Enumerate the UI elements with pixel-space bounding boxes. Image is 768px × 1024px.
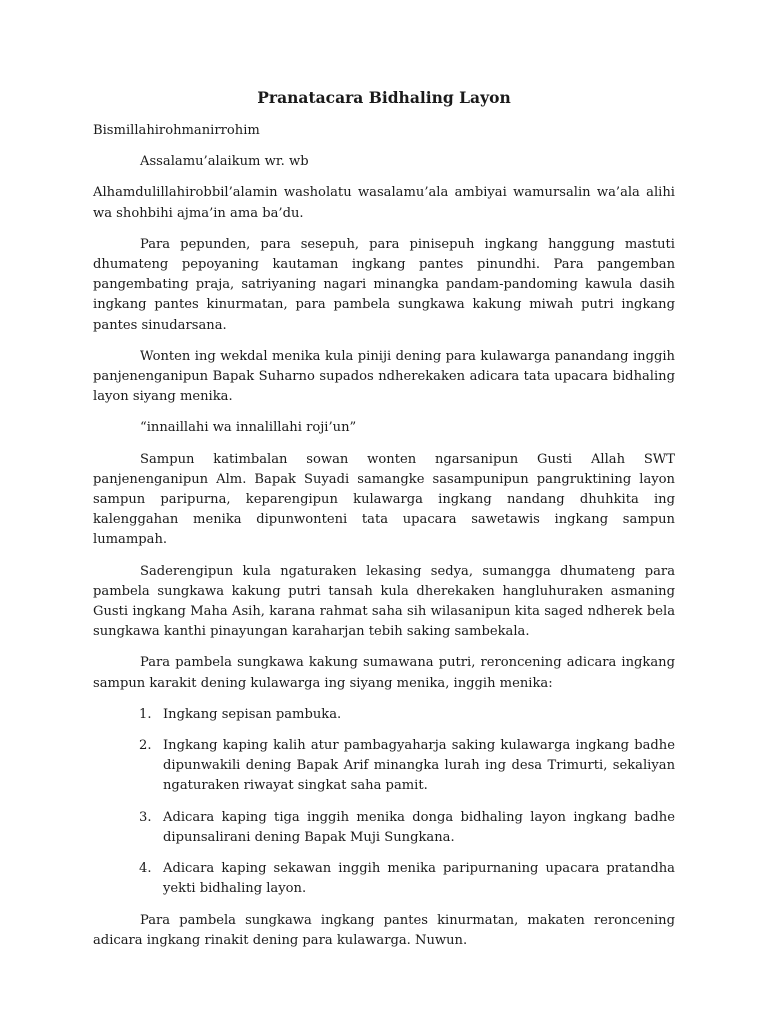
list-item-text: Ingkang kaping kalih atur pambagyaharja saking kulawarga ingkang badhe dipunwakili dening Bapak Arif minangka lurah ing desa Trimurti, sekaliyan ngaturaken riwayat singkat saha pamit. xyxy=(163,738,675,794)
paragraph-hamdalah: Alhamdulillahirobbil’alamin washolatu wasalamu’ala ambiyai wamursalin wa’ala alihi wa shohbihi ajma’in ama ba’du. xyxy=(93,185,675,221)
list-item xyxy=(93,859,675,899)
greeting-line: Assalamu’alaikum wr. wb xyxy=(140,154,309,170)
paragraph-invitation: Saderengipun kula ngaturaken lekasing sedya, sumangga dhumateng para pambela sungkawa kakung putri tansah kula dherekaken hangluhuraken asmaning Gusti ingkang Maha Asih, karana rahmat saha sih wilasanipun kita saged ndherek bela sungkawa kanthi pinayungan karaharjan tebih saking sambekala. xyxy=(93,563,675,640)
paragraph-salutation: Para pepunden, para sesepuh, para pinisepuh ingkang hanggung mastuti dhumateng pepoyaning kautaman ingkang pantes pinundhi. Para pangemban pangembating praja, satriyaning nagari minangka pandam-pandoming kawula dasih ingkang pantes kinurmatan, para pambela sungkawa kakung miwah putri ingkang pantes sinudarsana. xyxy=(93,236,675,333)
paragraph-introduction: Wonten ing wekdal menika kula piniji dening para kulawarga panandang inggih panjenenganipun Bapak Suharno supados ndherekaken adicara tata upacara bidhaling layon siyang menika. xyxy=(93,348,675,405)
paragraph-closing: Para pambela sungkawa ingkang pantes kinurmatan, makaten reroncening adicara ingkang rinakit dening para kulawarga. Nuwun. xyxy=(93,912,675,948)
list-item-number: 2. xyxy=(139,738,152,754)
opening-line: Bismillahirohmanirrohim xyxy=(93,123,260,138)
list-item-text: Adicara kaping tiga inggih menika donga bidhaling layon ingkang badhe dipunsalirani dening Bapak Muji Sungkana. xyxy=(163,809,675,845)
list-item xyxy=(93,705,675,725)
list-item xyxy=(93,736,675,797)
agenda-list xyxy=(93,705,675,900)
list-item-text: Adicara kaping sekawan inggih menika paripurnaning upacara pratandha yekti bidhaling layon. xyxy=(163,861,675,897)
paragraph-agenda-intro: Para pambela sungkawa kakung sumawana putri, reroncening adicara ingkang sampun karakit dening kulawarga ing siyang menika, inggih menika: xyxy=(93,655,675,691)
list-item-text: Ingkang sepisan pambuka. xyxy=(163,706,342,722)
list-item-number: 3. xyxy=(139,809,152,825)
document-title: Pranatacara Bidhaling Layon xyxy=(257,88,511,107)
list-item-number: 1. xyxy=(139,706,152,722)
paragraph-announcement: Sampun katimbalan sowan wonten ngarsanipun Gusti Allah SWT panjenenganipun Alm. Bapak Suyadi samangke sasampunipun pangruktining layon sampun paripurna, keparengipun kulawarga ingkang nandang dhuhkita ing kalenggahan menika dipunwonteni tata upacara sawetawis ingkang sampun lumampah. xyxy=(93,451,675,548)
paragraph-quote: “innaillahi wa innalillahi roji’un” xyxy=(140,420,357,436)
list-item-number: 4. xyxy=(139,861,152,877)
list-item xyxy=(93,808,675,848)
document-page xyxy=(93,88,675,962)
